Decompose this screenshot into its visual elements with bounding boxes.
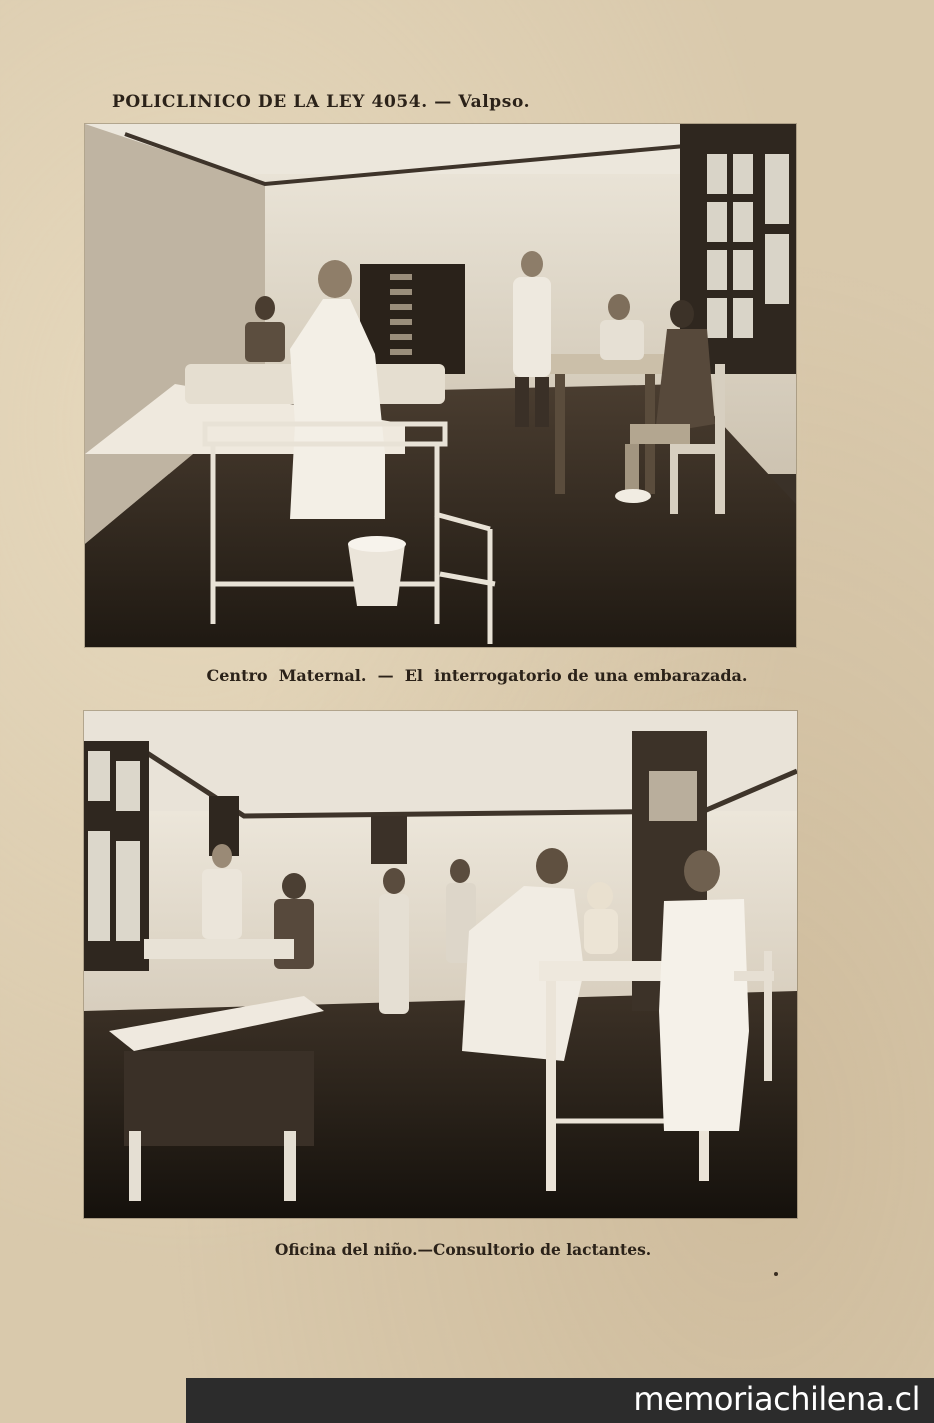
photo-infant-consultation	[84, 711, 797, 1218]
watermark-text: memoriachilena.cl	[633, 1380, 920, 1418]
photo-caption: Centro Maternal. — El interrogatorio de una embarazada.	[206, 666, 748, 685]
photo-caption: Oficina del niño.—Consultorio de lactantes.	[274, 1240, 652, 1259]
photo-maternal-center	[85, 124, 796, 647]
ink-speck	[774, 1272, 778, 1276]
watermark-banner	[186, 1378, 934, 1423]
page-header: POLICLINICO DE LA LEY 4054. — Valpso.	[112, 92, 531, 112]
